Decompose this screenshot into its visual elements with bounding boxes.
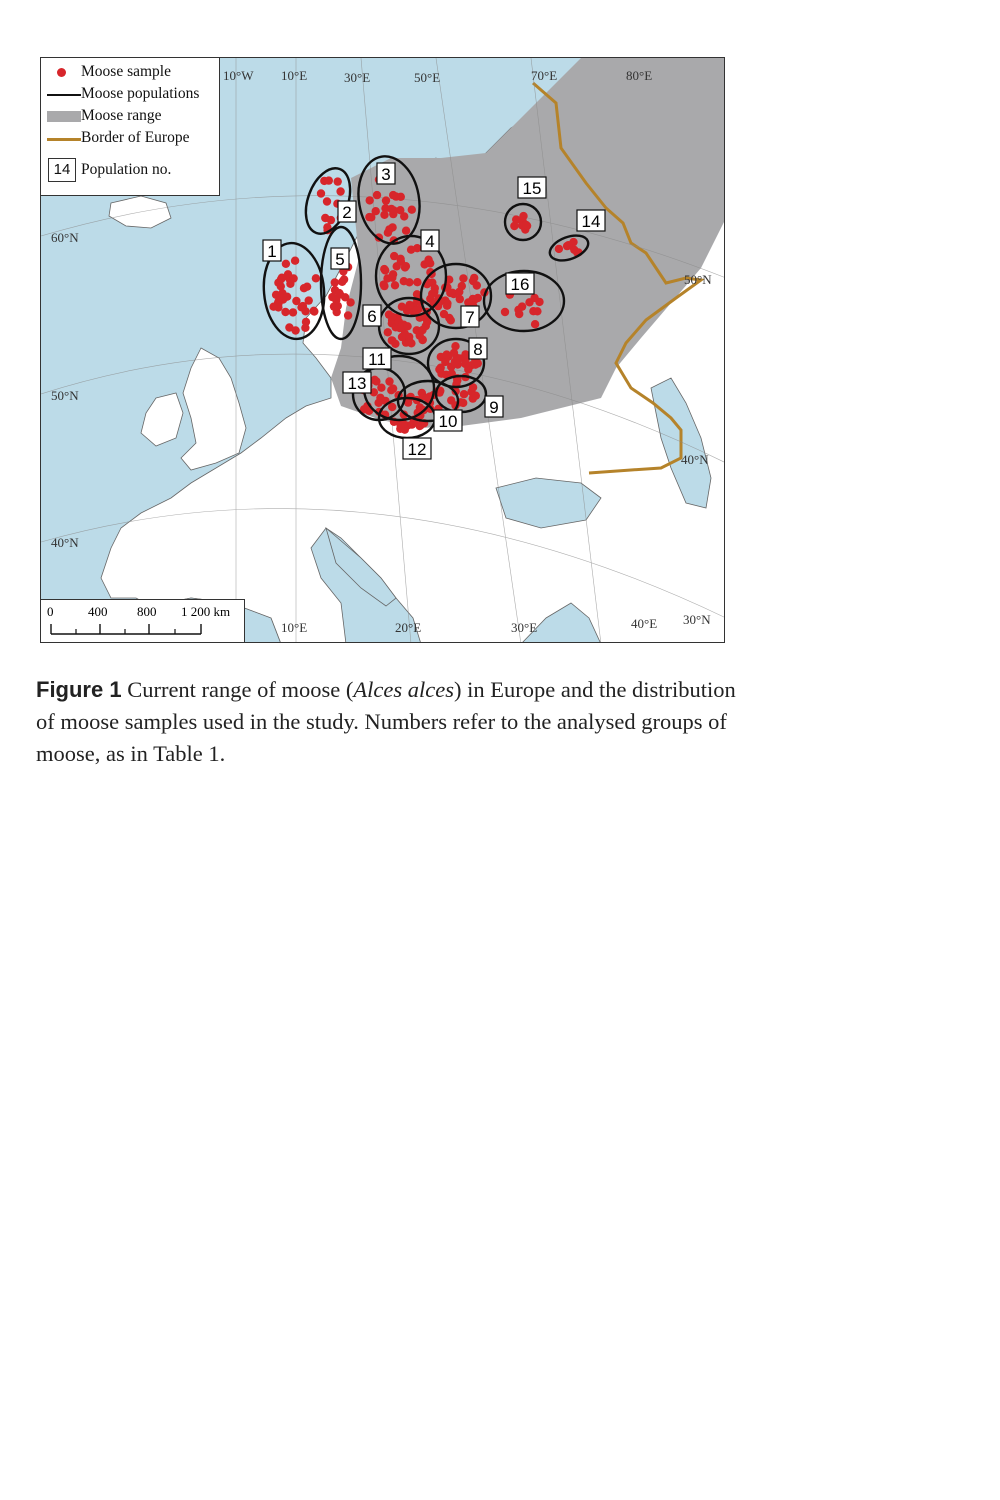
moose-sample-dot [289, 274, 297, 282]
population-label-text: 6 [367, 307, 377, 326]
grid-label-60n: 60°N [51, 230, 79, 245]
moose-sample-dot [473, 281, 481, 289]
population-label-7 [461, 306, 479, 327]
legend-populations-label: Moose populations [81, 85, 200, 102]
moose-sample-dot [310, 307, 318, 315]
moose-sample-dot [522, 221, 530, 229]
moose-sample-dot [413, 278, 421, 286]
legend [41, 58, 220, 196]
moose-sample-dot [334, 177, 342, 185]
population-label-text: 8 [473, 340, 483, 359]
population-label-text: 12 [407, 440, 427, 459]
moose-sample-dot [391, 281, 399, 289]
population-label-10 [434, 410, 462, 431]
moose-sample-dot [389, 384, 397, 392]
legend-range-label: Moose range [81, 107, 162, 124]
population-label-text: 5 [335, 250, 345, 269]
population-label-text: 10 [438, 412, 458, 431]
population-label-9 [485, 396, 503, 417]
moose-sample-dot [408, 206, 416, 214]
moose-sample-dot [380, 280, 388, 288]
moose-sample-dot [388, 313, 396, 321]
population-label-8 [469, 338, 487, 359]
moose-sample-dot [424, 256, 432, 264]
moose-sample-dot [346, 298, 354, 306]
population-label-text: 1 [267, 242, 277, 261]
figure-caption [36, 674, 736, 770]
moose-sample-dot [302, 318, 310, 326]
moose-sample-dot [380, 265, 388, 273]
population-label-11 [363, 348, 391, 369]
population-label-text: 13 [347, 374, 367, 393]
moose-sample-dot [443, 350, 451, 358]
moose-sample-dot [406, 338, 414, 346]
moose-sample-dot [305, 296, 313, 304]
moose-sample-dot [385, 225, 393, 233]
moose-sample-dot [336, 187, 344, 195]
grid-label-10e-top: 10°E [281, 68, 308, 83]
grid-label-40n-right: 40°N [681, 452, 709, 467]
moose-sample-dot [515, 310, 523, 318]
moose-sample-dot [417, 421, 425, 429]
grid-label-30e-top: 30°E [344, 70, 371, 85]
moose-sample-dot [388, 274, 396, 282]
moose-sample-dot [461, 360, 469, 368]
map-figure [40, 57, 725, 643]
moose-sample-dot [320, 177, 328, 185]
moose-sample-dot [277, 282, 285, 290]
sample-dot-icon [57, 68, 66, 77]
moose-sample-dot [474, 294, 482, 302]
legend-sample-label: Moose sample [81, 63, 171, 80]
moose-sample-dot [519, 212, 527, 220]
population-label-text: 2 [342, 203, 352, 222]
moose-sample-dot [533, 307, 541, 315]
scale-ruler [41, 622, 244, 640]
moose-sample-dot [501, 308, 509, 316]
population-label-5 [331, 248, 349, 269]
moose-sample-dot [275, 297, 283, 305]
moose-sample-dot [278, 274, 286, 282]
population-label-text: 3 [381, 165, 391, 184]
moose-sample-dot [335, 289, 343, 297]
border-line-icon [47, 138, 81, 141]
scale-tick-1200: 1 200 km [181, 604, 231, 619]
scale-tick-800: 800 [137, 604, 157, 619]
moose-sample-dot [291, 257, 299, 265]
grid-label-70e: 70°E [531, 68, 558, 83]
moose-sample-dot [382, 196, 390, 204]
scale-tick-400: 400 [88, 604, 108, 619]
moose-sample-dot [418, 389, 426, 397]
population-label-14 [577, 210, 605, 231]
moose-sample-dot [366, 196, 374, 204]
grid-label-80e: 80°E [626, 68, 653, 83]
scale-tick-0: 0 [47, 604, 54, 619]
moose-sample-dot [564, 241, 572, 249]
moose-sample-dot [455, 288, 463, 296]
moose-sample-dot [380, 211, 388, 219]
moose-sample-dot [389, 191, 397, 199]
moose-sample-dot [443, 302, 451, 310]
moose-sample-dot [451, 358, 459, 366]
moose-sample-dot [407, 246, 415, 254]
moose-sample-dot [403, 322, 411, 330]
moose-sample-dot [388, 403, 396, 411]
moose-sample-dot [289, 308, 297, 316]
grid-label-50n-right: 50°N [684, 272, 712, 287]
grid-label-10e-bottom: 10°E [281, 620, 308, 635]
popno-box-icon: 14 [48, 158, 76, 182]
moose-sample-dot [291, 326, 299, 334]
moose-sample-dot [367, 213, 375, 221]
population-label-text: 7 [465, 308, 475, 327]
moose-sample-dot [384, 328, 392, 336]
moose-sample-dot [373, 191, 381, 199]
moose-sample-dot [297, 303, 305, 311]
population-label-text: 9 [489, 398, 499, 417]
population-label-text: 14 [581, 212, 601, 231]
population-label-3 [377, 163, 395, 184]
moose-sample-dot [331, 278, 339, 286]
moose-sample-dot [327, 216, 335, 224]
moose-sample-dot [459, 274, 467, 282]
moose-sample-dot [440, 310, 448, 318]
population-label-6 [363, 305, 381, 326]
moose-sample-dot [390, 252, 398, 260]
moose-sample-dot [312, 274, 320, 282]
moose-sample-dot [518, 302, 526, 310]
population-label-text: 11 [368, 350, 386, 369]
grid-label-40n-left: 40°N [51, 535, 79, 550]
moose-sample-dot [451, 342, 459, 350]
legend-popno-label: Population no. [81, 161, 172, 178]
scale-bar [41, 599, 245, 642]
moose-sample-dot [555, 245, 563, 253]
moose-sample-dot [531, 320, 539, 328]
grid-label-50e: 50°E [414, 70, 441, 85]
grid-label-30e-bottom: 30°E [511, 620, 538, 635]
grid-label-10w: 10°W [223, 68, 254, 83]
moose-sample-dot [422, 322, 430, 330]
population-label-4 [421, 230, 439, 251]
moose-sample-dot [530, 294, 538, 302]
caption-text-1: Current range of moose ( [121, 677, 354, 702]
moose-sample-dot [338, 278, 346, 286]
moose-sample-dot [317, 189, 325, 197]
grid-label-30n-right: 30°N [683, 612, 711, 627]
grid-label-50n-left: 50°N [51, 388, 79, 403]
moose-sample-dot [344, 311, 352, 319]
population-label-text: 4 [425, 232, 435, 251]
population-label-text: 15 [522, 179, 542, 198]
moose-sample-dot [412, 306, 420, 314]
moose-sample-dot [283, 293, 291, 301]
population-label-15 [518, 177, 546, 198]
legend-border-label: Border of Europe [81, 129, 190, 146]
population-label-2 [338, 201, 356, 222]
moose-sample-dot [387, 205, 395, 213]
moose-sample-dot [282, 260, 290, 268]
moose-sample-dot [405, 301, 413, 309]
population-label-text: 16 [510, 275, 530, 294]
population-label-16 [506, 273, 534, 294]
moose-sample-dot [323, 197, 331, 205]
moose-sample-dot [377, 384, 385, 392]
moose-sample-dot [460, 390, 468, 398]
moose-sample-dot [402, 262, 410, 270]
moose-sample-dot [303, 283, 311, 291]
moose-sample-dot [402, 227, 410, 235]
caption-text-2: ) in Europe and the distribution of moose samples used in the study. Numbers refer to the analysed groups of moose, as in Table 1. [36, 677, 736, 766]
moose-sample-dot [393, 262, 401, 270]
moose-sample-dot [374, 399, 382, 407]
moose-sample-dot [396, 425, 404, 433]
population-line-icon [47, 94, 81, 96]
caption-label: Figure 1 [36, 677, 122, 702]
moose-sample-dot [281, 308, 289, 316]
moose-sample-dot [474, 359, 482, 367]
grid-label-20e: 20°E [395, 620, 422, 635]
population-label-13 [343, 372, 371, 393]
population-label-12 [403, 438, 431, 459]
caption-species: Alces alces [353, 677, 454, 702]
moose-sample-dot [398, 333, 406, 341]
moose-sample-dot [447, 396, 455, 404]
moose-sample-dot [405, 278, 413, 286]
grid-label-40e: 40°E [631, 616, 658, 631]
moose-sample-dot [385, 377, 393, 385]
population-label-1 [263, 240, 281, 261]
moose-sample-dot [391, 340, 399, 348]
moose-sample-dot [400, 212, 408, 220]
moose-sample-dot [428, 290, 436, 298]
moose-sample-dot [334, 302, 342, 310]
range-swatch-icon [47, 111, 81, 122]
